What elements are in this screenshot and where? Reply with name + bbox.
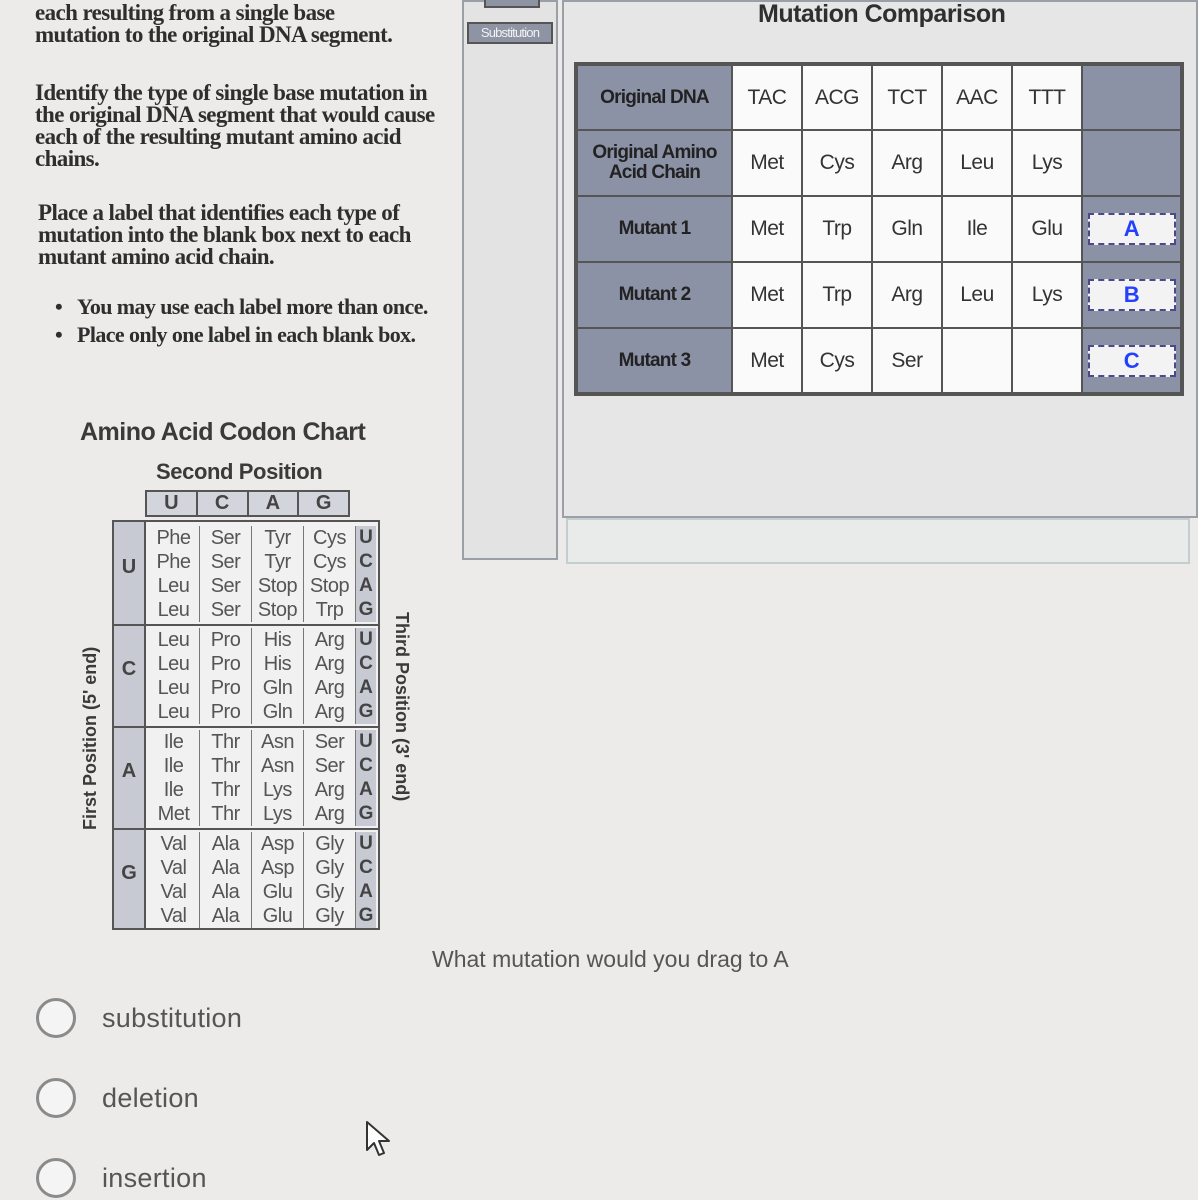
third-base: A [356, 778, 376, 802]
comparison-cell: Arg [872, 262, 942, 328]
third-base: C [356, 754, 376, 778]
row-header: Mutant 1 [576, 196, 732, 262]
option-deletion[interactable] [36, 1078, 199, 1118]
amino-acid-cell: Asp [252, 832, 304, 856]
drop-zone-cell [1082, 64, 1182, 130]
amino-acid-cell: Ser [200, 526, 252, 550]
amino-acid-cell: Val [148, 832, 200, 856]
bullet-item: • You may use each label more than once. [55, 296, 435, 318]
bank-label-stack[interactable] [484, 0, 540, 8]
codon-row [148, 832, 376, 856]
amino-acid-cell: Arg [304, 676, 356, 700]
amino-acid-cell: Trp [304, 598, 356, 622]
comparison-row [576, 64, 1182, 130]
drop-zone-cell [1082, 328, 1182, 394]
amino-acid-cell: His [252, 652, 304, 676]
codon-row [148, 676, 376, 700]
amino-acid-cell: Ala [200, 904, 252, 928]
amino-acid-cell: Ser [200, 550, 252, 574]
comparison-cell: TCT [872, 64, 942, 130]
codon-row [148, 802, 376, 826]
codon-row [148, 574, 376, 598]
comparison-row [576, 328, 1182, 394]
first-base: C [121, 658, 137, 680]
comparison-cell: Met [732, 130, 802, 196]
amino-acid-cell: Asp [252, 856, 304, 880]
comparison-row [576, 262, 1182, 328]
codon-row [148, 880, 376, 904]
third-base: G [356, 904, 376, 928]
amino-acid-cell: Gly [304, 904, 356, 928]
codon-row [148, 700, 376, 724]
comparison-cell: Cys [802, 328, 872, 394]
substitution-label[interactable]: Substitution [467, 22, 553, 44]
amino-acid-cell: Met [148, 802, 200, 826]
third-base: C [356, 652, 376, 676]
comparison-cell: Lys [1012, 262, 1082, 328]
comparison-cell: ACG [802, 64, 872, 130]
amino-acid-cell: Stop [252, 598, 304, 622]
amino-acid-cell: Thr [200, 754, 252, 778]
amino-acid-cell: Ala [200, 880, 252, 904]
third-base: U [356, 832, 376, 856]
amino-acid-cell: Ala [200, 832, 252, 856]
comparison-cell: Glu [1012, 196, 1082, 262]
row-header: Original Amino Acid Chain [576, 130, 732, 196]
comparison-cell: Arg [872, 130, 942, 196]
comparison-cell: Ser [872, 328, 942, 394]
amino-acid-cell: Leu [148, 574, 200, 598]
amino-acid-cell: Gly [304, 832, 356, 856]
amino-acid-cell: Pro [200, 652, 252, 676]
instructions-top-line1: each resulting from a single base [35, 0, 335, 25]
amino-acid-cell: Ile [148, 730, 200, 754]
amino-acid-cell: Ala [200, 856, 252, 880]
first-base: G [121, 862, 137, 884]
comparison-cell: Ile [942, 196, 1012, 262]
comparison-cell: Leu [942, 130, 1012, 196]
option-label[interactable]: substitution [102, 1002, 243, 1033]
comparison-cell: Leu [942, 262, 1012, 328]
amino-acid-cell: Ser [304, 754, 356, 778]
option-label[interactable]: insertion [102, 1162, 207, 1193]
comparison-cell: Met [732, 196, 802, 262]
amino-acid-cell: Leu [148, 628, 200, 652]
first-base: U [121, 556, 137, 578]
amino-acid-cell: Leu [148, 700, 200, 724]
instructions-top [35, 2, 465, 46]
amino-acid-cell: Ile [148, 754, 200, 778]
comparison-cell: Met [732, 262, 802, 328]
amino-acid-cell: Gly [304, 856, 356, 880]
first-position-column [114, 522, 146, 928]
amino-acid-cell: Ser [200, 598, 252, 622]
third-base: C [356, 856, 376, 880]
second-base: A [249, 492, 300, 515]
amino-acid-cell: Leu [148, 652, 200, 676]
third-base: U [356, 628, 376, 652]
codon-row [148, 550, 376, 574]
comparison-cell: TTT [1012, 64, 1082, 130]
second-base: G [315, 492, 332, 514]
amino-acid-cell: Arg [304, 628, 356, 652]
amino-acid-cell: Val [148, 856, 200, 880]
amino-acid-cell: Glu [252, 904, 304, 928]
drop-slot-a[interactable]: A [1088, 213, 1176, 245]
instructions-top-line2: mutation to the original DNA segment. [35, 22, 393, 47]
amino-acid-cell: Thr [200, 778, 252, 802]
third-base: A [356, 574, 376, 598]
comparison-cell [942, 328, 1012, 394]
second-base: U [147, 492, 198, 515]
radio-button[interactable] [36, 998, 76, 1038]
amino-acid-cell: Tyr [252, 550, 304, 574]
amino-acid-cell: Val [148, 904, 200, 928]
comparison-row [576, 196, 1182, 262]
amino-acid-cell: Gln [252, 700, 304, 724]
amino-acid-cell: Stop [252, 574, 304, 598]
drop-slot-b[interactable]: B [1088, 279, 1176, 311]
codon-chart-grid [112, 520, 380, 930]
comparison-cell: Trp [802, 262, 872, 328]
place-instruction: Place a label that identifies each type of mutation into the blank box next to each mutant amino acid chain. [38, 200, 411, 269]
third-base: A [356, 676, 376, 700]
amino-acid-cell: Ile [148, 778, 200, 802]
amino-acid-cell: Leu [148, 676, 200, 700]
amino-acid-cell: Asn [252, 730, 304, 754]
amino-acid-cell: Leu [148, 598, 200, 622]
comparison-cell: AAC [942, 64, 1012, 130]
codon-row [148, 526, 376, 550]
comparison-cell: TAC [732, 64, 802, 130]
amino-acid-cell: Phe [148, 526, 200, 550]
amino-acid-cell: Lys [252, 802, 304, 826]
radio-button[interactable] [36, 1158, 76, 1198]
question-text: What mutation would you drag to A [432, 946, 789, 972]
amino-acid-cell: Glu [252, 880, 304, 904]
codon-row [148, 598, 376, 622]
comparison-cell: Lys [1012, 130, 1082, 196]
amino-acid-cell: Lys [252, 778, 304, 802]
identify-instruction: Identify the type of single base mutation in the original DNA segment that would cause each of the resulting mutant amino acid chains. [35, 80, 435, 171]
drop-zone-cell [1082, 262, 1182, 328]
comparison-cell: Cys [802, 130, 872, 196]
third-base: G [356, 700, 376, 724]
amino-acid-cell: Arg [304, 778, 356, 802]
amino-acid-cell: Tyr [252, 526, 304, 550]
radio-button[interactable] [36, 1078, 76, 1118]
comparison-cell: Gln [872, 196, 942, 262]
panel-shadow [566, 518, 1190, 564]
amino-acid-cell: Gly [304, 880, 356, 904]
drop-zone-cell [1082, 130, 1182, 196]
bullet-item: • Place only one label in each blank box. [55, 324, 435, 346]
amino-acid-cell: Stop [304, 574, 356, 598]
codon-row [148, 730, 376, 754]
third-position-axis-label: Third Position (3' end) [392, 612, 412, 802]
third-base: C [356, 550, 376, 574]
amino-acid-cell: Pro [200, 628, 252, 652]
codon-row [148, 904, 376, 928]
drop-slot-c[interactable]: C [1088, 345, 1176, 377]
codon-row [148, 856, 376, 880]
option-insertion[interactable] [36, 1158, 207, 1198]
amino-acid-cell: Cys [304, 550, 356, 574]
codon-row [148, 628, 376, 652]
option-label[interactable]: deletion [102, 1082, 199, 1113]
third-base: U [356, 526, 376, 550]
comparison-cell [1012, 328, 1082, 394]
amino-acid-cell: Gln [252, 676, 304, 700]
first-position-axis-label: First Position (5' end) [80, 646, 100, 830]
mouse-pointer-icon [364, 1120, 394, 1160]
codon-row [148, 754, 376, 778]
third-base: G [356, 598, 376, 622]
amino-acid-cell: Val [148, 880, 200, 904]
amino-acid-cell: Thr [200, 802, 252, 826]
second-base: C [198, 492, 249, 515]
amino-acid-cell: Ser [200, 574, 252, 598]
third-base: G [356, 802, 376, 826]
amino-acid-cell: Arg [304, 700, 356, 724]
amino-acid-cell: Cys [304, 526, 356, 550]
block-divider [114, 828, 380, 830]
mutation-comparison-title: Mutation Comparison [758, 0, 1006, 28]
block-divider [114, 726, 380, 728]
instruction-bullets [55, 296, 435, 352]
first-base: A [121, 760, 137, 782]
amino-acid-cell: Pro [200, 676, 252, 700]
row-header: Original DNA [576, 64, 732, 130]
amino-acid-cell: Arg [304, 652, 356, 676]
codon-row [148, 778, 376, 802]
comparison-cell: Met [732, 328, 802, 394]
amino-acid-cell: Arg [304, 802, 356, 826]
codon-chart-title: Amino Acid Codon Chart [80, 418, 366, 446]
row-header: Mutant 3 [576, 328, 732, 394]
second-position-label: Second Position [156, 459, 323, 484]
third-base: A [356, 880, 376, 904]
second-position-bases [145, 490, 350, 517]
amino-acid-cell: Asn [252, 754, 304, 778]
amino-acid-cell: Phe [148, 550, 200, 574]
block-divider [114, 624, 380, 626]
comparison-cell: Trp [802, 196, 872, 262]
row-header: Mutant 2 [576, 262, 732, 328]
amino-acid-cell: Thr [200, 730, 252, 754]
option-substitution[interactable] [36, 998, 242, 1038]
third-base: U [356, 730, 376, 754]
amino-acid-cell: Pro [200, 700, 252, 724]
mutation-comparison-table [574, 62, 1184, 396]
amino-acid-cell: His [252, 628, 304, 652]
amino-acid-cell: Ser [304, 730, 356, 754]
label-bank [462, 0, 558, 560]
codon-row [148, 652, 376, 676]
drop-zone-cell [1082, 196, 1182, 262]
comparison-row [576, 130, 1182, 196]
